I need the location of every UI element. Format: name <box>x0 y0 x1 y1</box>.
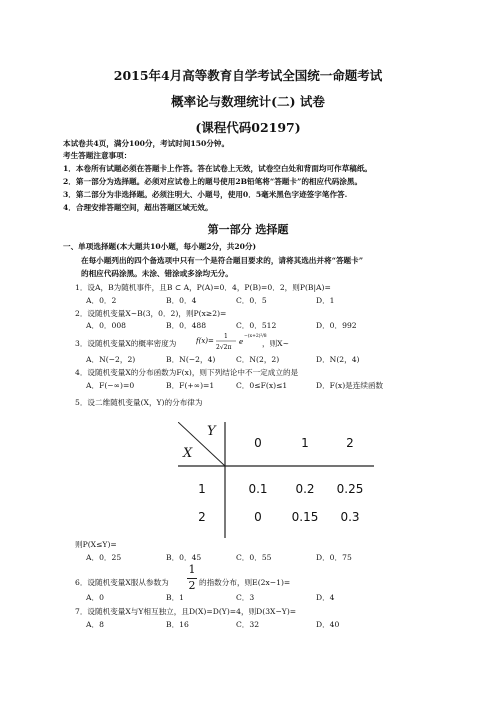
option: C．0．512 <box>236 321 277 330</box>
question-followup: 则P(X≤Y)= <box>75 540 117 549</box>
option: C．0≤F(x)≤1 <box>236 381 288 390</box>
notice-heading: 考生答题注意事项： <box>63 151 132 160</box>
option: C．0．5 <box>236 296 267 305</box>
table-cell: 0.1 <box>248 482 268 496</box>
svg-text:e: e <box>239 338 244 346</box>
y-label: Y <box>207 424 216 439</box>
col-head: 1 <box>301 436 309 450</box>
formula-denominator: 2√2π <box>216 344 232 351</box>
formula-numerator: 1 <box>224 333 228 340</box>
option: D．F(x)是连续函数 <box>316 381 384 390</box>
option: D．4 <box>316 593 335 602</box>
option: A．0．008 <box>86 321 126 330</box>
table-cell: 0.25 <box>336 482 364 496</box>
option: D．N(2，4) <box>316 355 360 364</box>
table-cell: 0.15 <box>291 510 319 524</box>
col-head: 0 <box>254 436 262 450</box>
notice-item: 3．第二部分为非选择题。必须注明大、小题号，使用0．5毫米黑色字迹签字笔作答. <box>63 190 348 199</box>
option: A．0．2 <box>86 296 117 305</box>
option: A．0．25 <box>86 553 122 562</box>
option: C．3 <box>236 593 255 602</box>
question-stem: 6．设随机变量X服从参数为 <box>75 578 169 587</box>
option: D．1 <box>316 296 335 305</box>
density-formula <box>196 330 270 352</box>
option: D．40 <box>316 620 340 629</box>
table-cell: 0.2 <box>295 482 315 496</box>
row-head: 1 <box>198 482 206 496</box>
question-stem: 3．设随机变量X的概率密度为 <box>75 339 177 348</box>
exam-title: 2015年4月高等教育自学考试全国统一命题考试 <box>113 68 383 83</box>
table-cell: 0.3 <box>340 510 360 524</box>
section-heading: 一、单项选择题(本大题共10小题，每小题2分，共20分) <box>63 242 257 251</box>
question-stem: 1．设A，B为随机事件，且B ⊂ A，P(A)=0．4，P(B)=0．2，则P(B|A)= <box>75 283 331 292</box>
question-stem: 5．设二维随机变量(X，Y)的分布律为 <box>75 398 203 407</box>
exam-subject: 概率论与数理统计(二) 试卷 <box>171 94 325 109</box>
option: A．8 <box>86 620 104 629</box>
notice-item: 2．第一部分为选择题。必须对应试卷上的题号使用2B铅笔将“答题卡”的相应代码涂黑。 <box>63 177 363 186</box>
option: B．0．488 <box>166 321 207 330</box>
option: D．0．75 <box>316 553 352 562</box>
part-heading: 第一部分 选择题 <box>207 223 289 236</box>
distribution-table <box>178 422 374 538</box>
option: C．N(2，2) <box>236 355 280 364</box>
notice-item: 4．合理安排答题空间，超出答题区域无效。 <box>63 203 213 212</box>
question-stem-tail: ，则X~ <box>262 339 289 348</box>
option: B．N(−2，4) <box>166 355 216 364</box>
svg-text:f(x)=: f(x)= <box>196 337 214 345</box>
option: B．1 <box>166 593 185 602</box>
fraction-numerator: 1 <box>188 563 196 576</box>
table-cell: 0 <box>254 510 262 524</box>
question-stem: 2．设随机变量X~B(3，0．2)，则P(x≥2)= <box>75 309 227 318</box>
notice-line: 本试卷共4页，满分100分，考试时间150分钟。 <box>63 139 230 148</box>
question-stem-tail: 的指数分布，则E(2x−1)= <box>199 578 291 587</box>
row-head: 2 <box>198 510 206 524</box>
question-stem: 7．设随机变量X与Y相互独立，且D(X)=D(Y)=4，则D(3X−Y)= <box>75 607 297 616</box>
option: C．0．55 <box>236 553 272 562</box>
option: D．0．992 <box>316 321 357 330</box>
option: B．0．4 <box>166 296 197 305</box>
section-instruction: 的相应代码涂黑。未涂、错涂或多涂均无分。 <box>81 269 233 278</box>
option: A．N(−2，2) <box>86 355 136 364</box>
option: A．0 <box>86 593 104 602</box>
svg-text:−(x+2)²/8: −(x+2)²/8 <box>244 334 267 339</box>
option: C．32 <box>236 620 260 629</box>
question-stem: 4．设随机变量X的分布函数为F(x)，则下列结论中不一定成立的是 <box>75 368 299 377</box>
notice-item: 1．本卷所有试题必须在答题卡上作答。答在试卷上无效，试卷空白处和背面均可作草稿纸。 <box>63 164 373 173</box>
col-head: 2 <box>346 436 354 450</box>
section-instruction: 在每小题列出的四个备选项中只有一个是符合题目要求的，请将其选出并将“答题卡” <box>81 256 364 265</box>
option: A．F(−∞)=0 <box>86 381 135 390</box>
option: B．0．45 <box>166 553 202 562</box>
option: B．F(+∞)=1 <box>166 381 215 390</box>
x-label: X <box>183 446 193 461</box>
fraction-denominator: 2 <box>188 579 196 592</box>
course-code: (课程代码02197) <box>195 120 301 135</box>
option: B．16 <box>166 620 189 629</box>
